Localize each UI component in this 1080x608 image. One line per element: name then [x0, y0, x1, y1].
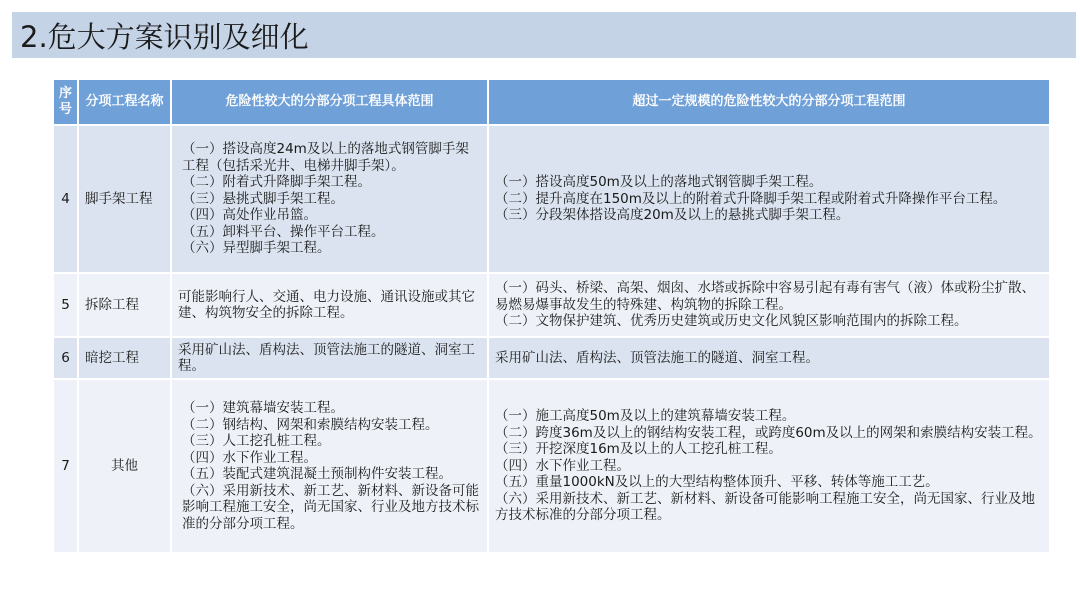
over-scope-item: （五）重量1000kN及以上的大型结构整体顶升、平移、转体等施工工艺。: [495, 474, 939, 491]
scope-item: （四）高处作业吊篮。: [182, 207, 317, 224]
row-seq: 5: [54, 272, 79, 336]
row-scope: [172, 378, 489, 552]
over-scope-item: （一）施工高度50m及以上的建筑幕墙安装工程。: [495, 408, 796, 425]
table-header-row: [54, 80, 1049, 124]
row-seq: 4: [54, 124, 79, 272]
scope-item: 采用矿山法、盾构法、顶管法施工的隧道、洞室工程。: [178, 341, 475, 374]
over-scope-item: （二）提升高度在150m及以上的附着式升降脚手架工程或附着式升降操作平台工程。: [495, 190, 1007, 207]
over-scope-item: 采用矿山法、盾构法、顶管法施工的隧道、洞室工程。: [495, 349, 819, 366]
hazard-table-container: [54, 80, 1049, 552]
scope-item: （一）建筑幕墙安装工程。: [182, 400, 344, 416]
row-over-scope: [489, 124, 1049, 272]
scope-item: （一）搭设高度24m及以上的落地式钢管脚手架工程（包括采光井、电梯井脚手架）。: [182, 141, 469, 174]
scope-item: （五）卸料平台、操作平台工程。: [182, 223, 385, 240]
scope-item: 可能影响行人、交通、电力设施、通讯设施或其它建、构筑物安全的拆除工程。: [178, 288, 475, 321]
header-over-scope: 超过一定规模的危险性较大的分部分项工程范围: [489, 80, 1049, 124]
row-name: 拆除工程: [79, 272, 172, 336]
over-scope-item: （一）搭设高度50m及以上的落地式钢管脚手架工程。: [495, 174, 823, 191]
scope-item: （三）人工挖孔桩工程。: [182, 433, 331, 449]
scope-item: （二）钢结构、网架和索膜结构安装工程。: [182, 416, 439, 433]
table-row: [54, 124, 1049, 272]
header-name: 分项工程名称: [79, 80, 172, 124]
row-scope: [172, 272, 489, 336]
over-scope-item: （二）跨度36m及以上的钢结构安装工程，或跨度60m及以上的网架和索膜结构安装工程。: [495, 424, 1042, 441]
title-bar: [12, 12, 1076, 58]
row-name: 脚手架工程: [79, 124, 172, 272]
row-seq: 6: [54, 336, 79, 378]
over-scope-item: （六）采用新技术、新工艺、新材料、新设备可能影响工程施工安全，尚无国家、行业及地方技术标准的分部分项工程。: [495, 490, 1035, 524]
row-name: 暗挖工程: [79, 336, 172, 378]
row-over-scope: [489, 336, 1049, 378]
row-scope: [172, 336, 489, 378]
table-row: [54, 378, 1049, 552]
header-seq: 序号: [54, 80, 79, 124]
scope-item: （四）水下作业工程。: [182, 449, 317, 466]
scope-item: （三）悬挑式脚手架工程。: [182, 190, 344, 207]
row-over-scope: [489, 378, 1049, 552]
over-scope-item: （三）开挖深度16m及以上的人工挖孔桩工程。: [495, 441, 782, 458]
scope-item: （二）附着式升降脚手架工程。: [182, 174, 371, 191]
slide-title: 2.危大方案识别及细化: [20, 19, 309, 54]
row-name: 其他: [79, 378, 172, 552]
scope-item: （五）装配式建筑混凝土预制构件安装工程。: [182, 466, 452, 482]
scope-item: （六）异型脚手架工程。: [182, 240, 331, 257]
scope-item: （六）采用新技术、新工艺、新材料、新设备可能影响工程施工安全，尚无国家、行业及地方技术标准的分部分项工程。: [182, 482, 479, 532]
row-scope: [172, 124, 489, 272]
over-scope-item: （二）文物保护建筑、优秀历史建筑或历史文化风貌区影响范围内的拆除工程。: [495, 313, 968, 330]
table-row: [54, 272, 1049, 336]
row-over-scope: [489, 272, 1049, 336]
over-scope-item: （一）码头、桥梁、高架、烟囱、水塔或拆除中容易引起有毒有害气（液）体或粉尘扩散、易燃易爆事故发生的特殊建、构筑物的拆除工程。: [495, 280, 1035, 313]
header-scope: 危险性较大的分部分项工程具体范围: [172, 80, 489, 124]
over-scope-item: （三）分段架体搭设高度20m及以上的悬挑式脚手架工程。: [495, 207, 850, 224]
row-seq: 7: [54, 378, 79, 552]
hazard-table: [54, 80, 1049, 552]
over-scope-item: （四）水下作业工程。: [495, 457, 630, 474]
table-row: [54, 336, 1049, 378]
